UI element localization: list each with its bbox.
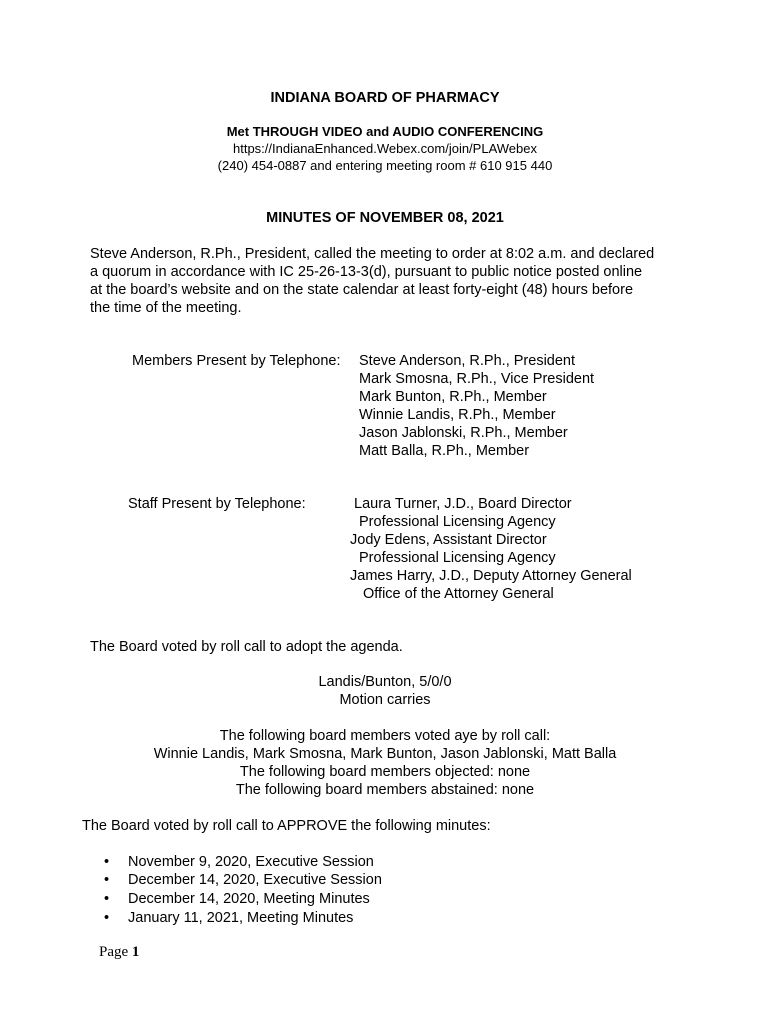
aye-names: Winnie Landis, Mark Smosna, Mark Bunton, Jason Jablonski, Matt Balla [153, 746, 617, 762]
page-number: Page 1 [99, 944, 140, 960]
minutes-vote: The Board voted by roll call to APPROVE the following minutes: [82, 818, 491, 834]
meeting-format-line: Met THROUGH VIDEO and AUDIO CONFERENCING [226, 124, 544, 139]
motion-status: Motion carries [339, 692, 431, 708]
bullet-icon: • [104, 891, 110, 907]
member-name: Steve Anderson, R.Ph., President [359, 353, 576, 369]
member-name: Mark Bunton, R.Ph., Member [359, 389, 547, 405]
bullet-icon: • [104, 910, 110, 926]
objected-line: The following board members objected: none [239, 764, 531, 780]
intro-paragraph [90, 245, 690, 317]
member-name: Winnie Landis, R.Ph., Member [359, 407, 556, 423]
agenda-vote: The Board voted by roll call to adopt the agenda. [90, 639, 403, 655]
webex-url: https://IndianaEnhanced.Webex.com/join/PLAWebex [232, 141, 537, 156]
motion-result: Landis/Bunton, 5/0/0 [318, 674, 452, 690]
intro-line: at the board’s website and on the state calendar at least forty-eight (48) hours before [90, 282, 634, 298]
document-title: INDIANA BOARD OF PHARMACY [270, 90, 500, 106]
staff-line: Professional Licensing Agency [359, 550, 556, 566]
staff-line: Professional Licensing Agency [359, 514, 556, 530]
list-item: • November 9, 2020, Executive Session [104, 854, 374, 870]
members-label: Members Present by Telephone: [132, 353, 341, 369]
intro-line: a quorum in accordance with IC 25-26-13-3(d), pursuant to public notice posted online [90, 264, 643, 280]
abstained-line: The following board members abstained: none [235, 782, 535, 798]
intro-line: Steve Anderson, R.Ph., President, called the meeting to order at 8:02 a.m. and declared [90, 246, 655, 262]
bullet-icon: • [104, 854, 110, 870]
staff-label: Staff Present by Telephone: [128, 496, 306, 512]
intro-line: the time of the meeting. [90, 300, 242, 316]
member-name: Mark Smosna, R.Ph., Vice President [359, 371, 595, 387]
list-item: • January 11, 2021, Meeting Minutes [104, 910, 354, 926]
staff-line: Laura Turner, J.D., Board Director [354, 496, 572, 512]
phone-line: (240) 454-0887 and entering meeting room # 610 915 440 [217, 158, 553, 173]
bullet-icon: • [104, 872, 110, 888]
list-item: • December 14, 2020, Meeting Minutes [104, 891, 370, 907]
member-name: Jason Jablonski, R.Ph., Member [359, 425, 568, 441]
staff-line: Office of the Attorney General [363, 586, 554, 602]
list-item: • December 14, 2020, Executive Session [104, 872, 382, 888]
member-name: Matt Balla, R.Ph., Member [359, 443, 530, 459]
aye-heading: The following board members voted aye by roll call: [219, 728, 551, 744]
staff-line: James Harry, J.D., Deputy Attorney General [350, 568, 632, 584]
staff-line: Jody Edens, Assistant Director [350, 532, 547, 548]
minutes-title: MINUTES OF NOVEMBER 08, 2021 [266, 210, 504, 226]
